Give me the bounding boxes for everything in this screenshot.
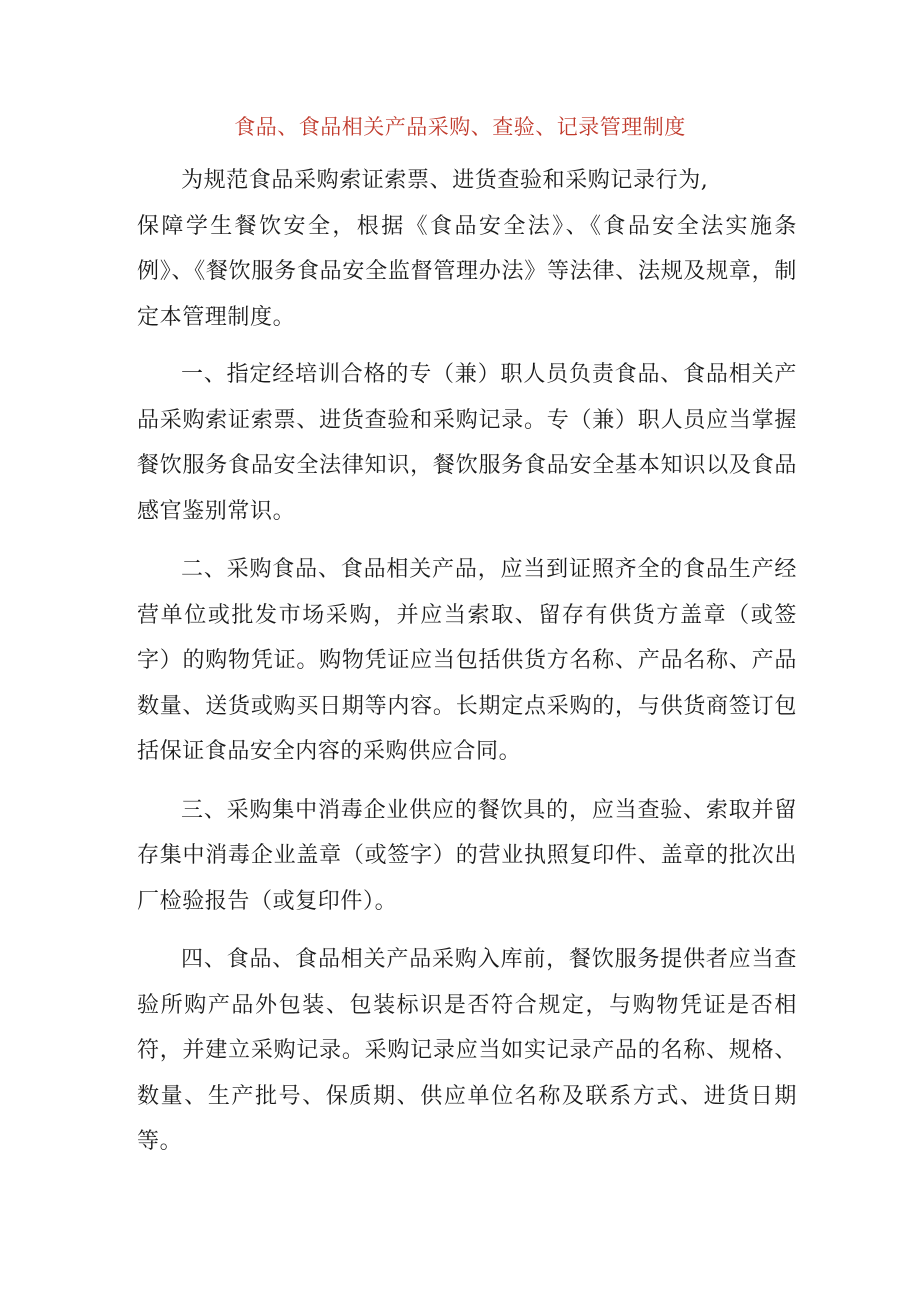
section-3-paragraph: 三、采购集中消毒企业供应的餐饮具的，应当查验、索取并留存集中消毒企业盖章（或签字）的营业执照复印件、盖章的批次出厂检验报告（或复印件）。 <box>137 797 797 914</box>
document-title: 食品、食品相关产品采购、查验、记录管理制度 <box>234 115 686 139</box>
intro-line-1: 为规范食品采购索证索票、进货查验和采购记录行为, <box>181 168 709 193</box>
section-4-paragraph: 四、食品、食品相关产品采购入库前，餐饮服务提供者应当查验所购产品外包装、包装标识是否符合规定，与购物凭证是否相符，并建立采购记录。采购记录应当如实记录产品的名称、规格、数量、生产批号、保质期、供应单位名称及联系方式、进货日期等。 <box>137 947 797 1154</box>
document-body <box>137 158 797 1178</box>
section-2-paragraph: 二、采购食品、食品相关产品，应当到证照齐全的食品生产经营单位或批发市场采购，并应当索取、留存有供货方盖章（或签字）的购物凭证。购物凭证应当包括供货方名称、产品名称、产品数量、送货或购买日期等内容。长期定点采购的，与供货商签订包括保证食品安全内容的采购供应合同。 <box>137 557 797 764</box>
intro-line-2: 保障学生餐饮安全，根据《食品安全法》、《食品安全法实施条例》、《餐饮服务食品安全监督管理办法》等法律、法规及规章，制定本管理制度。 <box>137 213 797 330</box>
section-1-paragraph: 一、指定经培训合格的专（兼）职人员负责食品、食品相关产品采购索证索票、进货查验和采购记录。专（兼）职人员应当掌握餐饮服务食品安全法律知识，餐饮服务食品安全基本知识以及食品感官鉴别常识。 <box>137 362 797 524</box>
intro-paragraph <box>137 158 797 340</box>
